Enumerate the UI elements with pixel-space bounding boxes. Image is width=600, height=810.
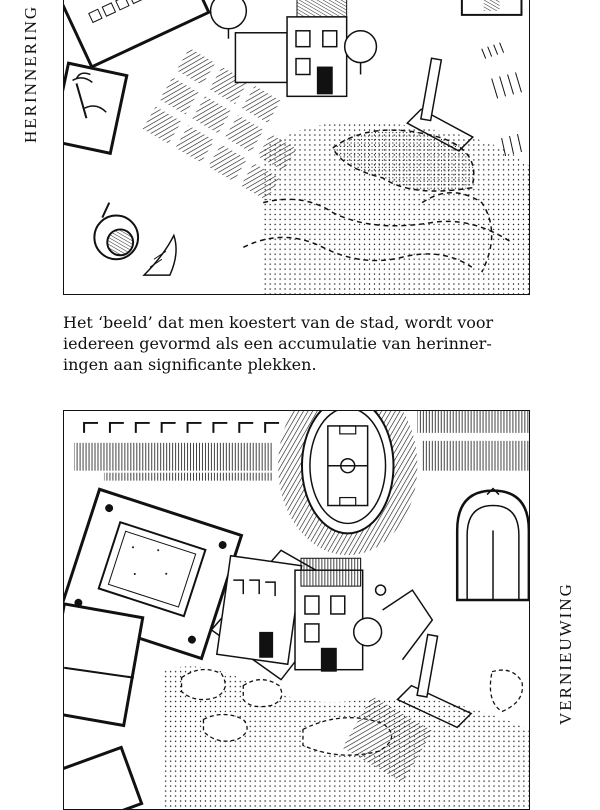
framed-picture — [64, 63, 127, 153]
side-label-herinnering: HERINNERING — [21, 4, 40, 143]
caption-line: Het ‘beeld’ dat men koestert van de stad, wordt voor — [63, 313, 494, 332]
illustration-renewal-map — [63, 410, 530, 810]
renewed-houses — [211, 550, 432, 679]
bracket-row — [84, 423, 279, 433]
caption — [63, 312, 543, 375]
window-frames — [64, 604, 143, 809]
caption-line: ingen aan significante plekken. — [63, 355, 317, 374]
right-hatches — [482, 43, 522, 156]
coffee-cup-icon — [94, 203, 176, 276]
house-with-tree — [211, 0, 377, 96]
caption-line: iedereen gevormd als een accumulatie van herinner- — [63, 334, 492, 353]
stadium — [278, 411, 417, 555]
side-label-vernieuwing: VERNIEUWING — [556, 582, 575, 725]
park-area — [243, 122, 529, 294]
park-area — [164, 666, 529, 809]
arched-door — [457, 489, 529, 600]
illustration-memory-map — [63, 0, 530, 295]
